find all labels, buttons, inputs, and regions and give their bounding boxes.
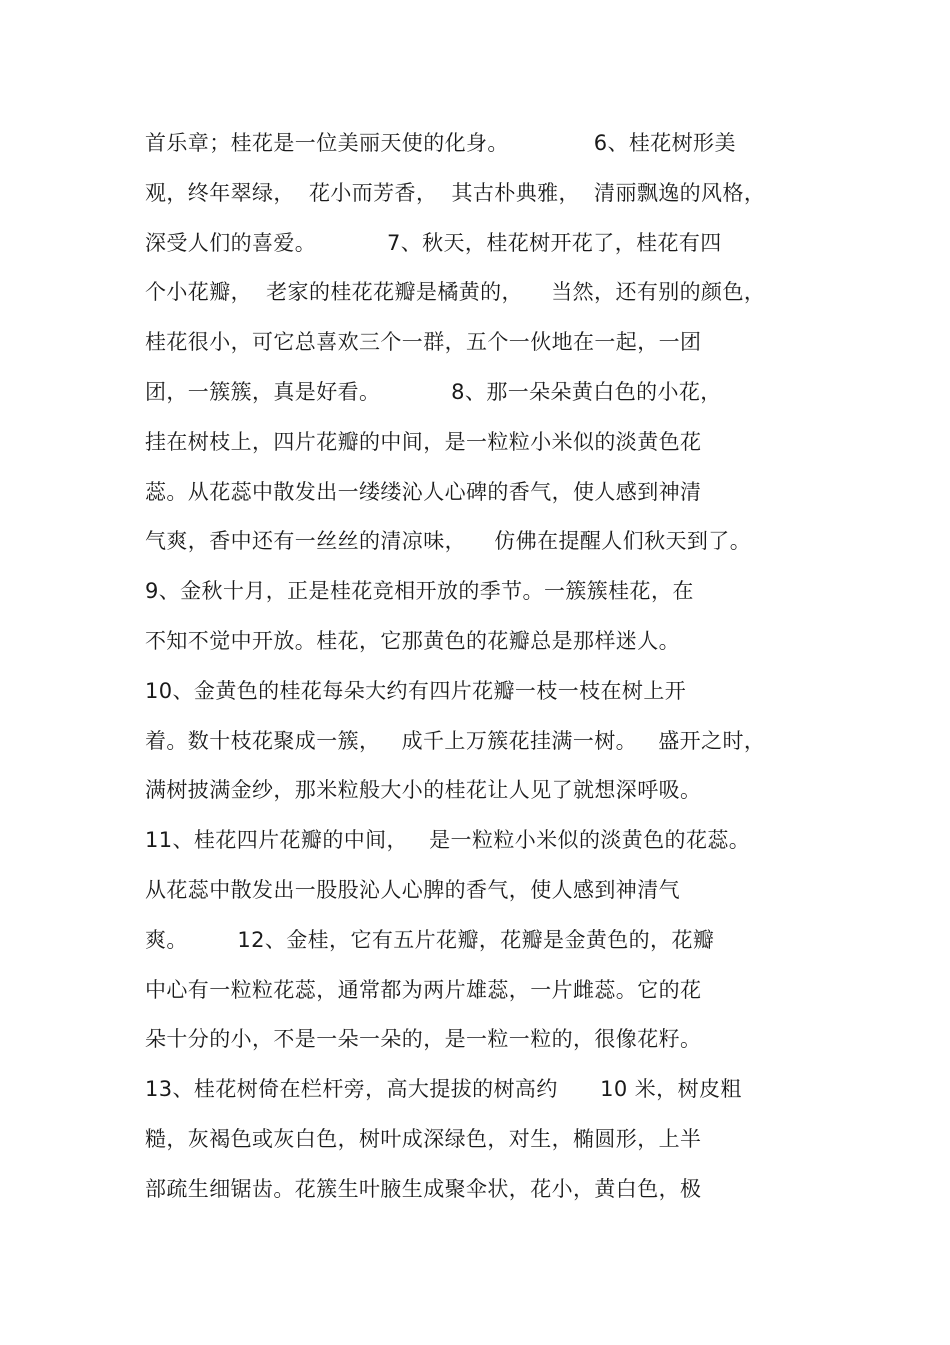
text-line: 9、金秋十月，正是桂花竞相开放的季节。一簇簇桂花，在 <box>145 579 694 603</box>
text-line: 首乐章；桂花是一位美丽天使的化身。 6、桂花树形美 <box>145 131 736 155</box>
text-line: 10、金黄色的桂花每朵大约有四片花瓣一枝一枝在树上开 <box>145 679 687 703</box>
text-line: 个小花瓣， 老家的桂花花瓣是橘黄的， 当然，还有别的颜色， <box>145 280 766 304</box>
text-line: 桂花很小，可它总喜欢三个一群，五个一伙地在一起，一团 <box>145 330 702 354</box>
text-line: 部疏生细锯齿。花簇生叶腋生成聚伞状，花小，黄白色，极 <box>145 1177 702 1201</box>
text-line: 观，终年翠绿， 花小而芳香， 其古朴典雅， 清丽飘逸的风格， <box>145 181 766 205</box>
text-line: 11、桂花四片花瓣的中间， 是一粒粒小米似的淡黄色的花蕊。 <box>145 828 751 852</box>
text-line: 中心有一粒粒花蕊，通常都为两片雄蕊，一片雌蕊。它的花 <box>145 978 702 1002</box>
text-line: 蕊。从花蕊中散发出一缕缕沁人心碑的香气，使人感到神清 <box>145 480 702 504</box>
text-line: 团，一簇簇，真是好看。 8、那一朵朵黄白色的小花， <box>145 380 722 404</box>
text-line: 朵十分的小，不是一朵一朵的，是一粒一粒的，很像花籽。 <box>145 1027 702 1051</box>
text-line: 气爽，香中还有一丝丝的清凉味， 仿佛在提醒人们秋天到了。 <box>145 529 752 553</box>
text-line: 糙，灰褐色或灰白色，树叶成深绿色，对生，椭圆形，上半 <box>145 1127 702 1151</box>
text-line: 从花蕊中散发出一股股沁人心脾的香气，使人感到神清气 <box>145 878 680 902</box>
text-line: 13、桂花树倚在栏杆旁，高大提拔的树高约 10 米，树皮粗 <box>145 1077 742 1101</box>
text-line: 深受人们的喜爱。 7、秋天，桂花树开花了，桂花有四 <box>145 231 722 255</box>
text-line: 着。数十枝花聚成一簇， 成千上万簇花挂满一树。 盛开之时， <box>145 729 766 753</box>
text-line: 爽。 12、金桂，它有五片花瓣，花瓣是金黄色的，花瓣 <box>145 928 715 952</box>
text-line: 挂在树枝上，四片花瓣的中间，是一粒粒小米似的淡黄色花 <box>145 430 702 454</box>
text-line: 满树披满金纱，那米粒般大小的桂花让人见了就想深呼吸。 <box>145 778 702 802</box>
text-line: 不知不觉中开放。桂花，它那黄色的花瓣总是那样迷人。 <box>145 629 680 653</box>
